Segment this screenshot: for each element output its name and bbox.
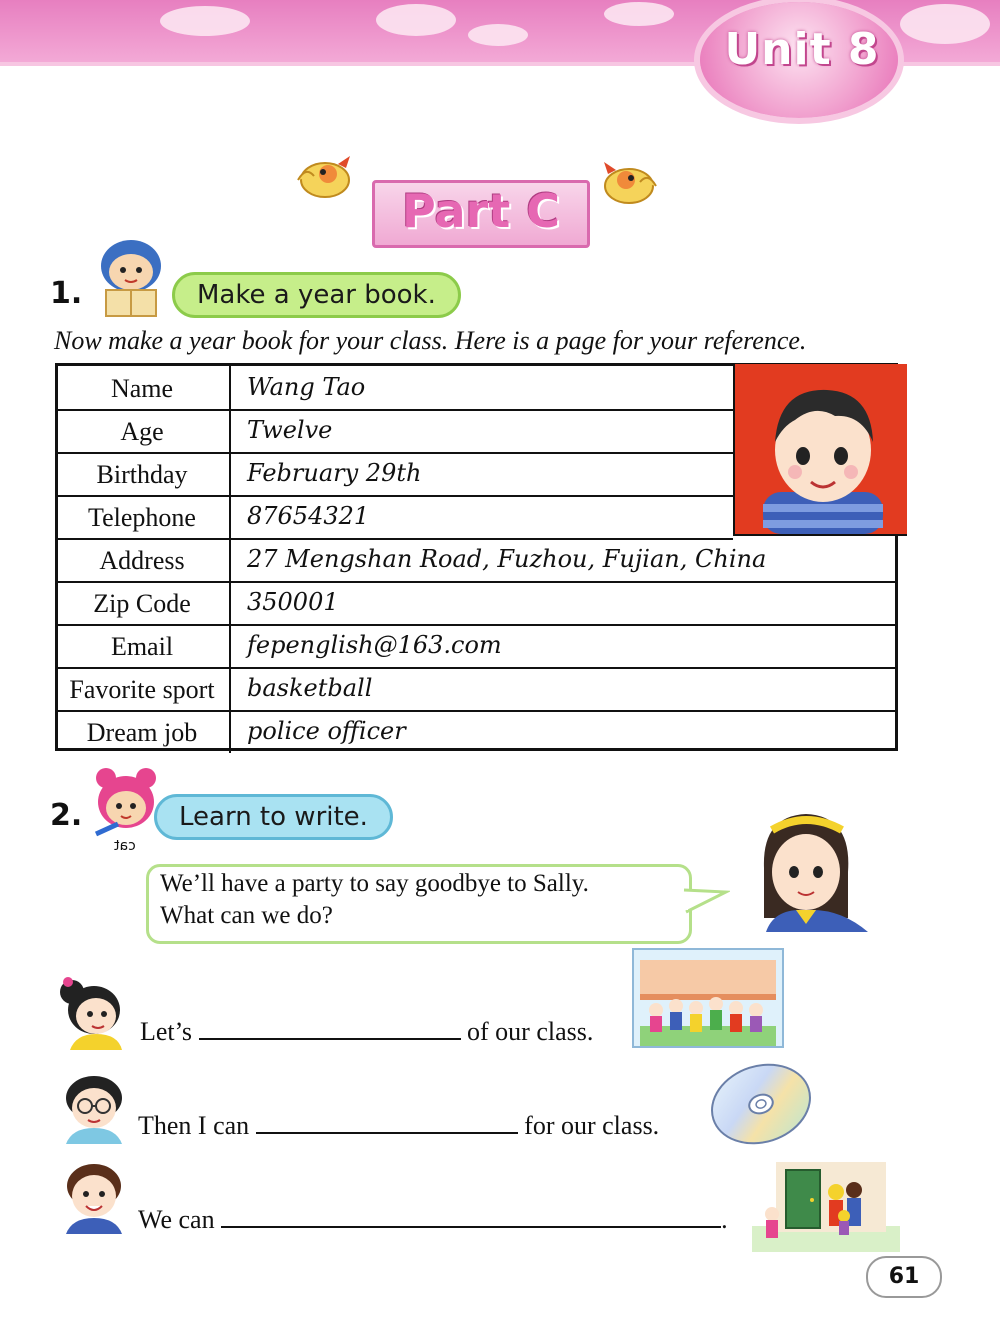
table-row bbox=[55, 667, 898, 712]
part-title: Part C bbox=[402, 184, 560, 238]
student-photo bbox=[733, 364, 907, 536]
row-label: Favorite sport bbox=[55, 667, 231, 710]
answer-blank-2[interactable] bbox=[256, 1108, 518, 1134]
write-line-1-suffix: of our class. bbox=[467, 1017, 594, 1046]
bubble-line-2: What can we do? bbox=[160, 902, 333, 929]
section-1-number: 1. bbox=[50, 276, 83, 311]
bird-icon bbox=[292, 150, 358, 202]
write-line-2 bbox=[138, 1108, 659, 1141]
row-label: Name bbox=[55, 366, 231, 409]
answer-blank-1[interactable] bbox=[199, 1014, 461, 1040]
write-line-3-prefix: We can bbox=[138, 1205, 215, 1234]
write-line-1 bbox=[140, 1014, 593, 1047]
cloud-decoration bbox=[900, 4, 990, 44]
bubble-text bbox=[160, 868, 720, 932]
cloud-decoration bbox=[376, 4, 456, 36]
child-reading-icon bbox=[88, 236, 174, 320]
bird-icon bbox=[596, 156, 662, 208]
boy-avatar-icon bbox=[58, 1160, 130, 1234]
row-value: 27 Mengshan Road, Fuzhou, Fujian, China bbox=[247, 545, 767, 573]
row-value: 87654321 bbox=[247, 502, 370, 530]
answer-blank-3[interactable] bbox=[221, 1202, 721, 1228]
row-value: 350001 bbox=[247, 588, 339, 616]
write-line-2-suffix: for our class. bbox=[524, 1111, 660, 1140]
mascot-label: cat bbox=[114, 838, 136, 854]
row-label: Zip Code bbox=[55, 581, 231, 624]
cloud-decoration bbox=[160, 6, 250, 36]
row-label: Age bbox=[55, 409, 231, 452]
row-value: police officer bbox=[247, 717, 406, 745]
class-photo-icon bbox=[632, 948, 784, 1048]
unit-title: Unit 8 bbox=[724, 24, 880, 75]
table-row bbox=[55, 452, 733, 497]
table-row bbox=[55, 624, 898, 669]
row-value: Wang Tao bbox=[247, 373, 366, 401]
row-value: basketball bbox=[247, 674, 373, 702]
instruction-text: Now make a year book for your class. Here is a page for your reference. bbox=[54, 326, 807, 355]
table-row bbox=[55, 538, 898, 583]
table-row bbox=[55, 581, 898, 626]
write-line-2-prefix: Then I can bbox=[138, 1111, 250, 1140]
row-value: fepenglish@163.com bbox=[247, 631, 502, 659]
bubble-line-1: We’ll have a party to say goodbye to Sally. bbox=[160, 870, 589, 897]
table-row bbox=[55, 710, 898, 753]
row-label: Address bbox=[55, 538, 231, 581]
section-2-number: 2. bbox=[50, 798, 83, 833]
cloud-decoration bbox=[604, 2, 674, 26]
girl-avatar-icon bbox=[52, 974, 134, 1050]
row-label: Birthday bbox=[55, 452, 231, 495]
row-label: Telephone bbox=[55, 495, 231, 538]
boy-glasses-avatar-icon bbox=[56, 1072, 132, 1144]
write-line-1-prefix: Let’s bbox=[140, 1017, 192, 1046]
write-line-3-suffix: . bbox=[721, 1205, 728, 1234]
table-row bbox=[55, 366, 733, 411]
friends-at-door-icon bbox=[752, 1156, 900, 1252]
page-number: 61 bbox=[866, 1256, 942, 1298]
sally-portrait-icon bbox=[744, 808, 870, 932]
row-label: Dream job bbox=[55, 710, 231, 753]
boy-portrait-icon bbox=[735, 364, 907, 534]
row-value: February 29th bbox=[247, 459, 422, 487]
row-label: Email bbox=[55, 624, 231, 667]
section-1-title: Make a year book. bbox=[172, 272, 461, 318]
section-2-title: Learn to write. bbox=[154, 794, 393, 840]
write-line-3 bbox=[138, 1202, 728, 1235]
table-row bbox=[55, 495, 733, 540]
row-value: Twelve bbox=[247, 416, 333, 444]
table-row bbox=[55, 409, 733, 454]
cloud-decoration bbox=[468, 24, 528, 46]
cd-disc-icon bbox=[708, 1062, 814, 1146]
